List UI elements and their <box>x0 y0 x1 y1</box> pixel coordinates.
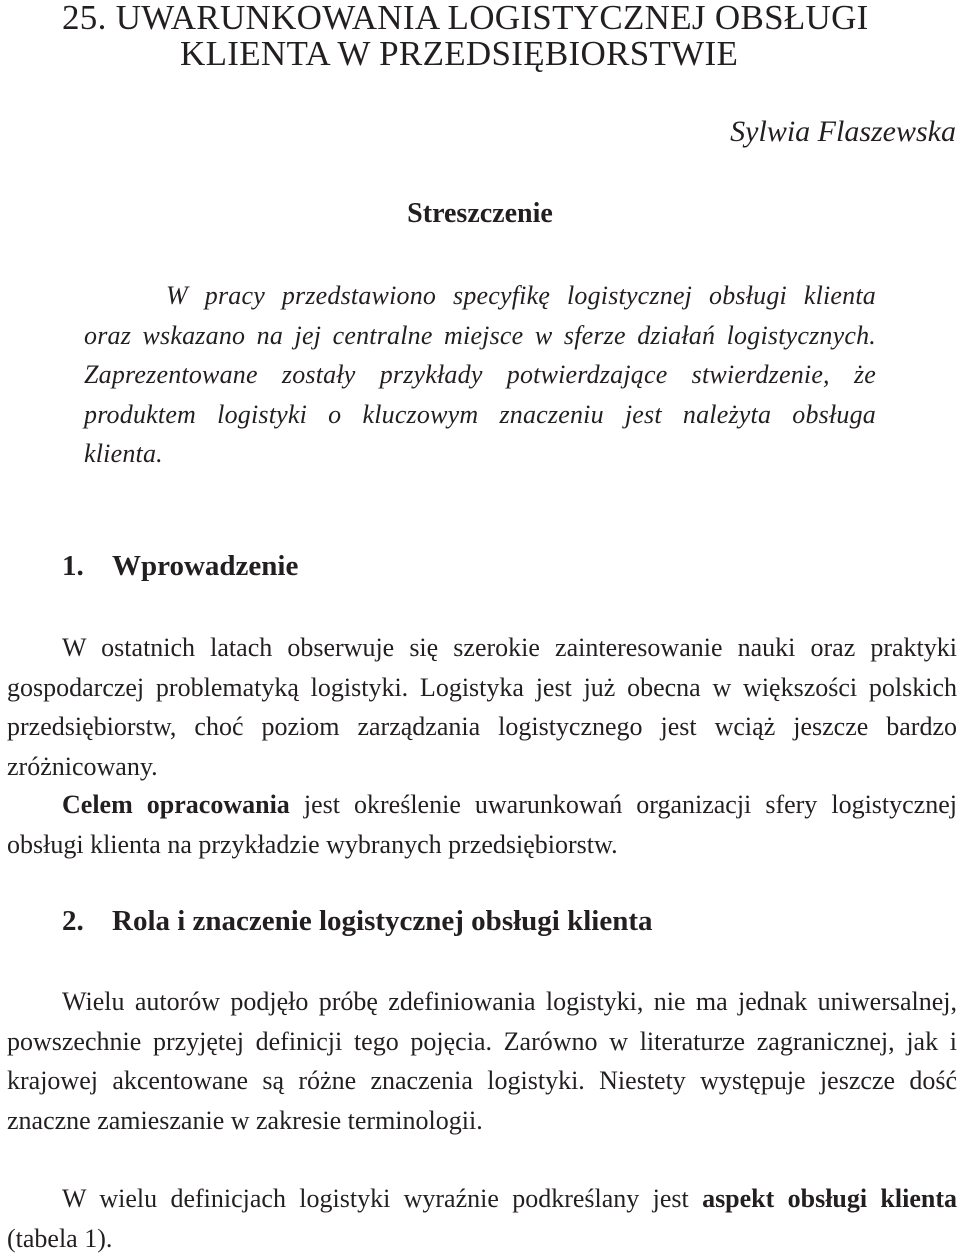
abstract-text: W pracy przedstawiono specyfikę logistycznej obsługi klienta oraz wskazano na jej centralne miejsce w sferze działań logistycznych. Zaprezentowane zostały przykłady potwierdzające stwierdzenie, że produktem logistyki o kluczowym znaczeniu jest należyta obsługa klienta. <box>84 281 876 468</box>
section-2-heading <box>62 903 653 939</box>
chapter-title <box>62 0 869 72</box>
author-name: Sylwia Flaszewska <box>730 115 956 148</box>
section-2-paragraph-2-start: W wielu definicjach logistyki wyraźnie podkreślany jest <box>62 1184 703 1213</box>
section-1-paragraph-2-bold: Celem opracowania <box>62 790 290 819</box>
abstract-heading: Streszczenie <box>407 198 553 229</box>
section-1-number: 1. <box>62 550 84 582</box>
section-2-number: 2. <box>62 905 84 937</box>
section-1-heading <box>62 548 298 584</box>
section-1-paragraph-2-rest: jest określenie uwarunkowań organizacji sfery logistycznej obsługi klienta na przykładzie wybranych przedsiębiorstw. <box>7 790 957 859</box>
section-1-title: Wprowadzenie <box>112 550 299 582</box>
section-2-paragraph-2-bold: aspekt obsługi klienta <box>702 1184 957 1213</box>
section-2-paragraph-2-end: (tabela 1). <box>7 1223 113 1253</box>
chapter-title-line-2: KLIENTA W PRZEDSIĘBIORSTWIE <box>180 34 739 73</box>
section-2-paragraph-1: Wielu autorów podjęło próbę zdefiniowania logistyki, nie ma jednak uniwersalnej, powszechnie przyjętej definicji tego pojęcia. Zarówno w literaturze zagranicznej, jak i krajowej akcentowane są różne znaczenia logistyki. Niestety występuje jeszcze dość znaczne zamieszanie w zakresie terminologii. <box>7 987 957 1135</box>
section-2-paragraph-2 <box>7 1179 957 1258</box>
section-1-paragraph-1: W ostatnich latach obserwuje się szerokie zainteresowanie nauki oraz praktyki gospodarczej problematyką logistyki. Logistyka jest już obecna w większości polskich przedsiębiorstw, choć poziom zarządzania logistycznego jest wciąż jeszcze bardzo zróżnicowany. <box>7 633 957 781</box>
chapter-title-line-1: 25. UWARUNKOWANIA LOGISTYCZNEJ OBSŁUGI <box>62 0 869 37</box>
section-1-paragraph-2 <box>7 785 957 864</box>
section-2-title: Rola i znaczenie logistycznej obsługi klienta <box>112 905 653 937</box>
